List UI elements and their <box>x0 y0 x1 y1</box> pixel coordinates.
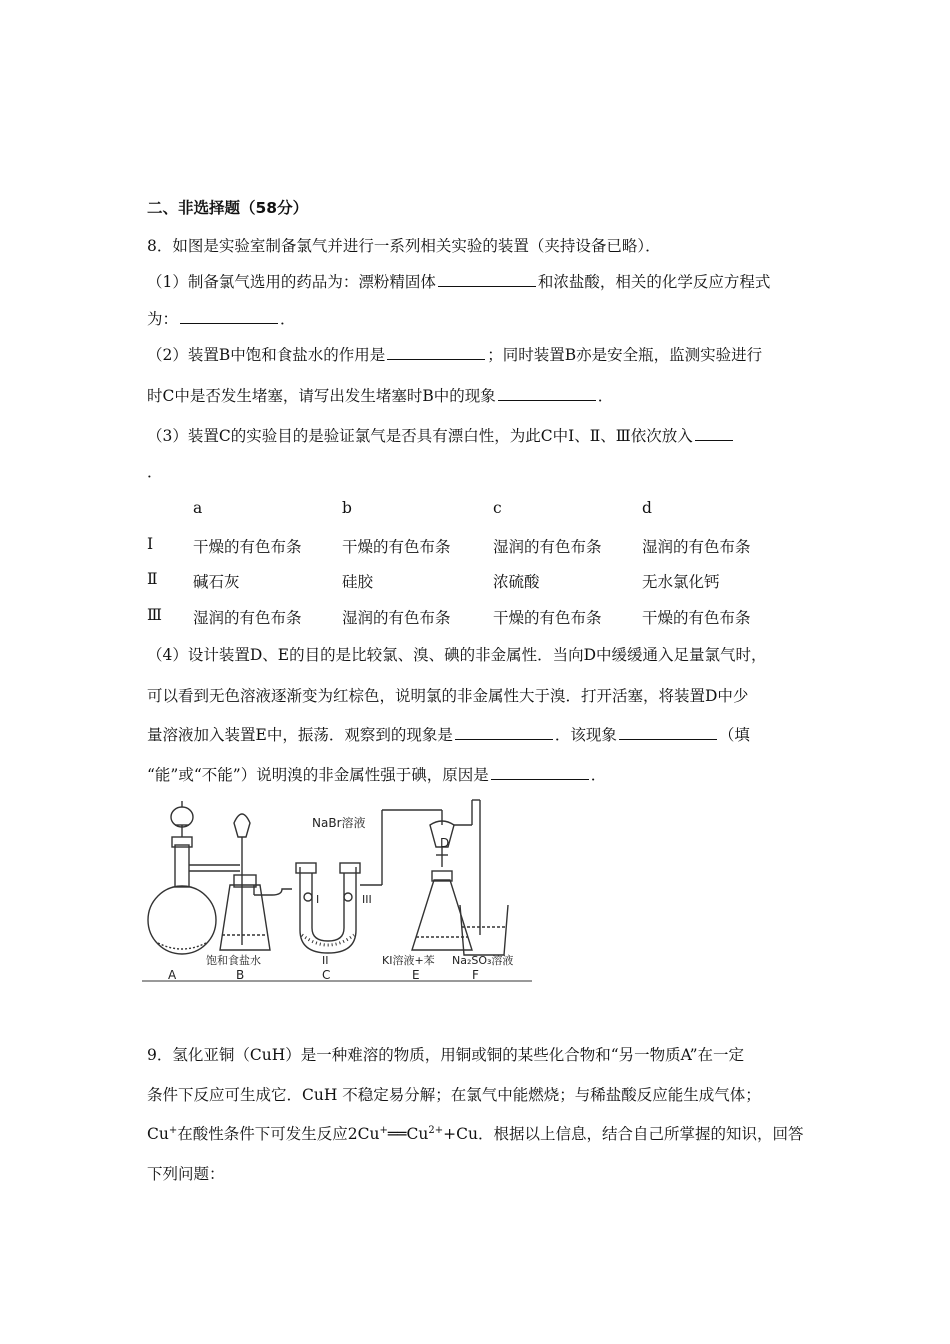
text: 和浓盐酸，相关的化学反应方程式 <box>537 273 771 291</box>
table-header-b: b <box>342 499 352 517</box>
text: （1）制备氯气选用的药品为：漂粉精固体 <box>147 273 436 291</box>
q8-part4-line1: （4）设计装置D、E的目的是比较氯、溴、碘的非金属性．当向D中缓缓通入足量氯气时， <box>147 646 767 664</box>
table-cell: 湿润的有色布条 <box>493 538 602 556</box>
q9-line1: 9．氢化亚铜（CuH）是一种难溶的物质，用铜或铜的某些化合物和“另一物质A”在一定 <box>147 1046 744 1064</box>
letter-c: C <box>322 968 331 982</box>
flask-b-icon <box>220 814 292 950</box>
answer-blank <box>180 309 278 324</box>
letter-b: B <box>236 968 245 982</box>
text: （3）装置C的实验目的是验证氯气是否具有漂白性，为此C中Ⅰ、Ⅱ、Ⅲ依次放入 <box>147 427 693 445</box>
superscript: 2+ <box>428 1124 444 1136</box>
table-cell: 干燥的有色布条 <box>493 609 602 627</box>
apparatus-figure <box>142 795 534 985</box>
roman-1-label: I <box>316 893 320 906</box>
table-header-d: d <box>642 499 652 517</box>
letter-a: A <box>168 968 177 982</box>
q8-part4-line2: 可以看到无色溶液逐渐变为红棕色，说明氯的非金属性大于溴．打开活塞，将装置D中少 <box>147 687 749 705</box>
text: （填 <box>718 726 750 744</box>
text: 量溶液加入装置E中，振荡．观察到的现象是 <box>147 726 453 744</box>
section-heading: 二、非选择题（58分） <box>147 199 309 217</box>
table-cell: 湿润的有色布条 <box>193 609 302 627</box>
table-cell: 无水氯化钙 <box>642 573 720 591</box>
text: Cu <box>147 1125 169 1143</box>
answer-blank <box>695 426 733 441</box>
table-cell: 干燥的有色布条 <box>342 538 451 556</box>
nabr-label: NaBr溶液 <box>312 816 366 830</box>
answer-blank <box>491 765 589 780</box>
q8-part3-line1 <box>147 424 735 446</box>
table-row-label: Ⅱ <box>147 570 158 588</box>
funnel-d-icon <box>430 800 480 935</box>
table-row-label: Ⅲ <box>147 606 162 624</box>
roman-3-label: III <box>362 893 372 906</box>
table-cell: 湿润的有色布条 <box>642 538 751 556</box>
superscript: + <box>168 1124 178 1136</box>
table-cell: 干燥的有色布条 <box>193 538 302 556</box>
flask-a-icon <box>148 801 240 954</box>
q8-stem: 8．如图是实验室制备氯气并进行一系列相关实验的装置（夹持设备已略）． <box>147 237 661 255</box>
text: 为： <box>147 310 179 328</box>
letter-e: E <box>412 968 420 982</box>
caption-b: 饱和食盐水 <box>206 954 261 967</box>
table-cell: 干燥的有色布条 <box>642 609 751 627</box>
q8-part1-line1 <box>147 270 770 292</box>
q8-part1-line2 <box>147 307 296 329</box>
text: ． <box>280 310 296 328</box>
table-header-a: a <box>193 499 203 517</box>
table-cell: 碱石灰 <box>193 573 240 591</box>
caption-c2: II <box>322 954 329 967</box>
caption-e: KI溶液+苯 <box>382 954 435 967</box>
q8-part2-line1 <box>147 343 762 365</box>
text: ；同时装置B亦是安全瓶，监测实验进行 <box>487 346 763 364</box>
table-row-label: Ⅰ <box>147 535 154 553</box>
text: “能”或“不能”）说明溴的非金属性强于碘，原因是 <box>147 766 489 784</box>
text: 在酸性条件下可发生反应2Cu <box>177 1125 380 1143</box>
text: ． <box>597 387 614 405</box>
q9-line2: 条件下反应可生成它．CuH 不稳定易分解；在氯气中能燃烧；与稀盐酸反应能生成气体； <box>147 1086 761 1104</box>
table-header-c: c <box>493 499 502 517</box>
caption-f: Na₂SO₃溶液 <box>452 954 514 967</box>
text: （2）装置B中饱和食盐水的作用是 <box>147 346 386 364</box>
u-tube-c-icon <box>296 810 442 953</box>
letter-f: F <box>472 968 479 982</box>
q8-part4-line3 <box>147 723 750 745</box>
q9-line3 <box>147 1122 803 1144</box>
answer-blank <box>619 725 717 740</box>
text: 时C中是否发生堵塞，请写出发生堵塞时B中的现象 <box>147 387 496 405</box>
table-cell: 浓硫酸 <box>493 573 540 591</box>
answer-blank <box>387 345 485 360</box>
superscript: + <box>379 1124 388 1136</box>
text: ══Cu <box>387 1125 429 1143</box>
answer-blank <box>438 272 536 287</box>
q8-part4-line4 <box>147 763 606 785</box>
answer-blank <box>498 386 596 401</box>
beaker-f-icon <box>460 905 508 955</box>
q9-line4: 下列问题： <box>147 1165 225 1183</box>
text: ．该现象 <box>554 726 617 744</box>
table-cell: 硅胶 <box>342 573 374 591</box>
q8-part3-line2: ． <box>147 463 163 481</box>
answer-blank <box>455 725 553 740</box>
text: ． <box>590 766 607 784</box>
q8-part2-line2 <box>147 384 613 406</box>
d-label: D <box>440 836 450 850</box>
text: +Cu．根据以上信息，结合自己所掌握的知识，回答 <box>443 1125 804 1143</box>
table-cell: 湿润的有色布条 <box>342 609 451 627</box>
